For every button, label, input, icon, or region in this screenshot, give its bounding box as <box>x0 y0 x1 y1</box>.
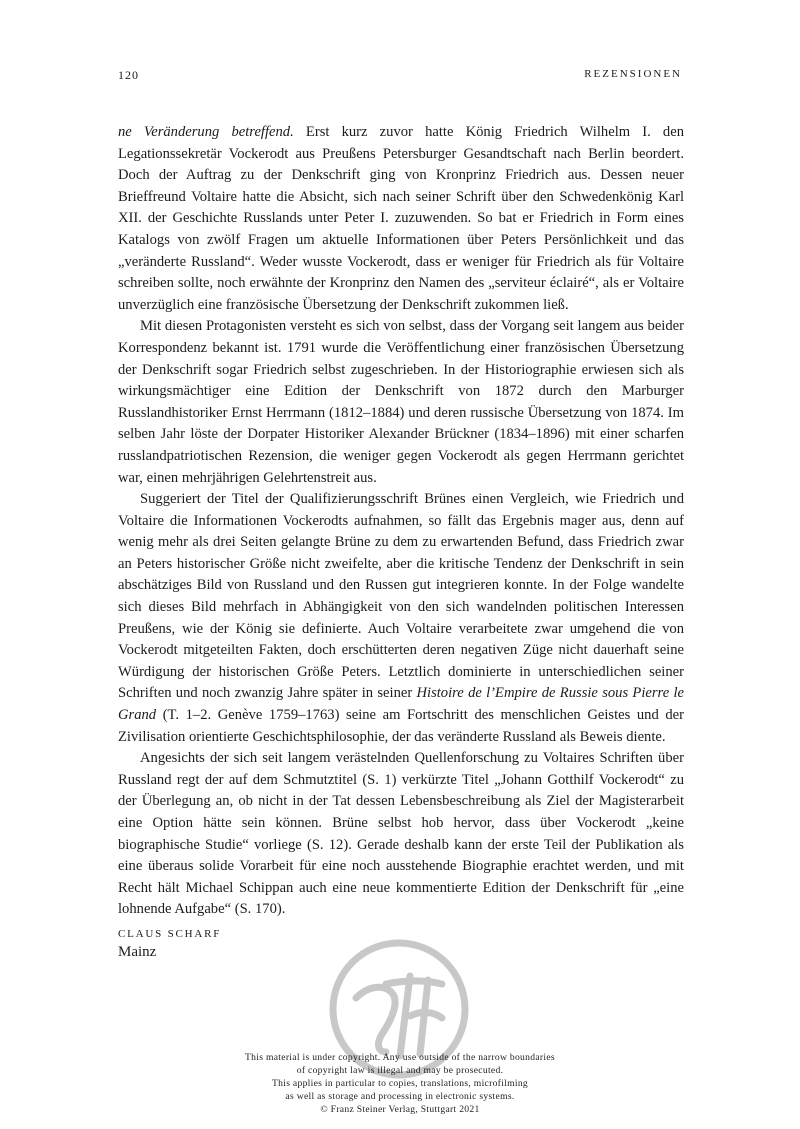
paragraph-3-text-a: Suggeriert der Titel der Qualifizierungsschrift Brünes einen Vergleich, wie Friedrich und Voltaire die Informationen Vockerodts aufnahmen, so fällt das Ergebnis mager aus, denn auf wenig mehr als drei Seiten gelangte Brüne zu dem zu erwartenden Befund, dass Friedrich zwar an Peters historischer Größe nicht zweifelte, aber die kritische Tendenz der Denkschrift in sein abschätziges Bild von Russland und den Russen gut integrieren konnte. In der Folge wandelte sich dieses Bild mehrfach in Abhängigkeit von den sich wandelnden politischen Interessen Preußens, wie der König sie definierte. Auch Voltaire verarbeitete zwar umgehend die von Vockerodt mitgeteilten Fakten, doch erschütterten deren negativen Züge nicht dauerhaft seine Würdigung der historischen Größe Peters. Letztlich dominierte in unterschiedlichen seiner Schriften und noch zwanzig Jahre später in seiner <box>118 491 684 702</box>
book-title-italic: Histoire de l’Empire de Russie sous Pierre le Grand <box>118 685 684 724</box>
running-head: REZENSIONEN <box>584 68 682 80</box>
paragraph-2: Mit diesen Protagonisten versteht es sich von selbst, dass der Vorgang seit langem aus beider Korrespondenz bekannt ist. 1791 wurde die Veröffentlichung einer französischen Übersetzung der Denkschrift sogar Friedrich selbst zugeschrieben. In der Historiographie erwiesen sich als wirkungsmächtiger eine Edition der Denkschrift von 1872 durch den Marburger Russlandhistoriker Ernst Herrmann (1812–1884) und deren russische Übersetzung von 1874. Im selben Jahr löste der Dorpater Historiker Alexander Brückner (1834–1896) mit einer scharfen russlandpatriotischen Rezension, die weniger gegen Vockerodt als gegen Herrmann gerichtet war, einen mehrjährigen Gelehrtenstreit aus. <box>118 318 684 486</box>
copyright-line: as well as storage and processing in electronic systems. <box>285 1091 515 1102</box>
copyright-line: This material is under copyright. Any use outside of the narrow boundaries <box>245 1052 555 1063</box>
review-body <box>118 122 684 921</box>
copyright-line: © Franz Steiner Verlag, Stuttgart 2021 <box>320 1104 480 1115</box>
paragraph-1-text: Erst kurz zuvor hatte König Friedrich Wilhelm I. den Legationssekretär Vockerodt aus Preußens Petersburger Gesandtschaft nach Berlin beordert. Doch der Auftrag zu der Denkschrift ging von Kronprinz Friedrich aus. Dessen neuer Brieffreund Voltaire hatte die Absicht, sich nach seiner Schrift über den Schwedenkönig Karl XII. der Geschichte Russlands unter Peter I. zuzuwenden. So bat er Friedrich in Form eines Katalogs von zwölf Fragen um aktuelle Informationen über Peters Persönlichkeit und das „veränderte Russland“. Weder wusste Vockerodt, dass er weniger für Friedrich als für Voltaire schreiben sollte, noch erwähnte der Kronprinz den Namen des „serviteur éclairé“, als er Voltaire unverzüglich eine französische Übersetzung der Denkschrift zukommen ließ. <box>118 124 684 313</box>
reviewer-name: CLAUS SCHARF <box>118 928 222 940</box>
paragraph-4: Angesichts der sich seit langem verästelnden Quellenforschung zu Voltaires Schriften über Russland regt der auf dem Schmutztitel (S. 1) verkürzte Titel „Johann Gotthilf Vockerodt“ zu der Überlegung an, ob nicht in der Tat dessen Lebensbeschreibung als Ziel der Magisterarbeit eine Option hätte sein können. Brüne selbst hob hervor, dass über Vockerodt „keine biographische Studie“ vorliege (S. 12). Gerade deshalb kann der erste Teil der Publikation als eine überaus solide Vorarbeit für eine noch ausstehende Biographie erachtet werden, und mit Recht hält Michael Schippan auch eine neue kommentierte Edition der Denkschrift für „eine lohnende Aufgabe“ (S. 170). <box>118 750 684 918</box>
paragraph-1 <box>118 122 684 316</box>
reviewer-location: Mainz <box>118 944 157 960</box>
copyright-notice <box>180 1051 620 1116</box>
italic-fragment: ne Veränderung betreffend. <box>118 124 294 140</box>
paragraph-3-text-b: (T. 1–2. Genève 1759–1763) seine am Fortschritt des menschlichen Geistes und der Zivilisation orientierte Geschichtsphilosophie, der das veränderte Russland als Beweis diente. <box>118 707 684 745</box>
copyright-line: of copyright law is illegal and may be prosecuted. <box>296 1065 504 1076</box>
page-number: 120 <box>118 68 139 82</box>
copyright-line: This applies in particular to copies, translations, microfilming <box>271 1078 529 1089</box>
paragraph-3 <box>118 489 684 748</box>
